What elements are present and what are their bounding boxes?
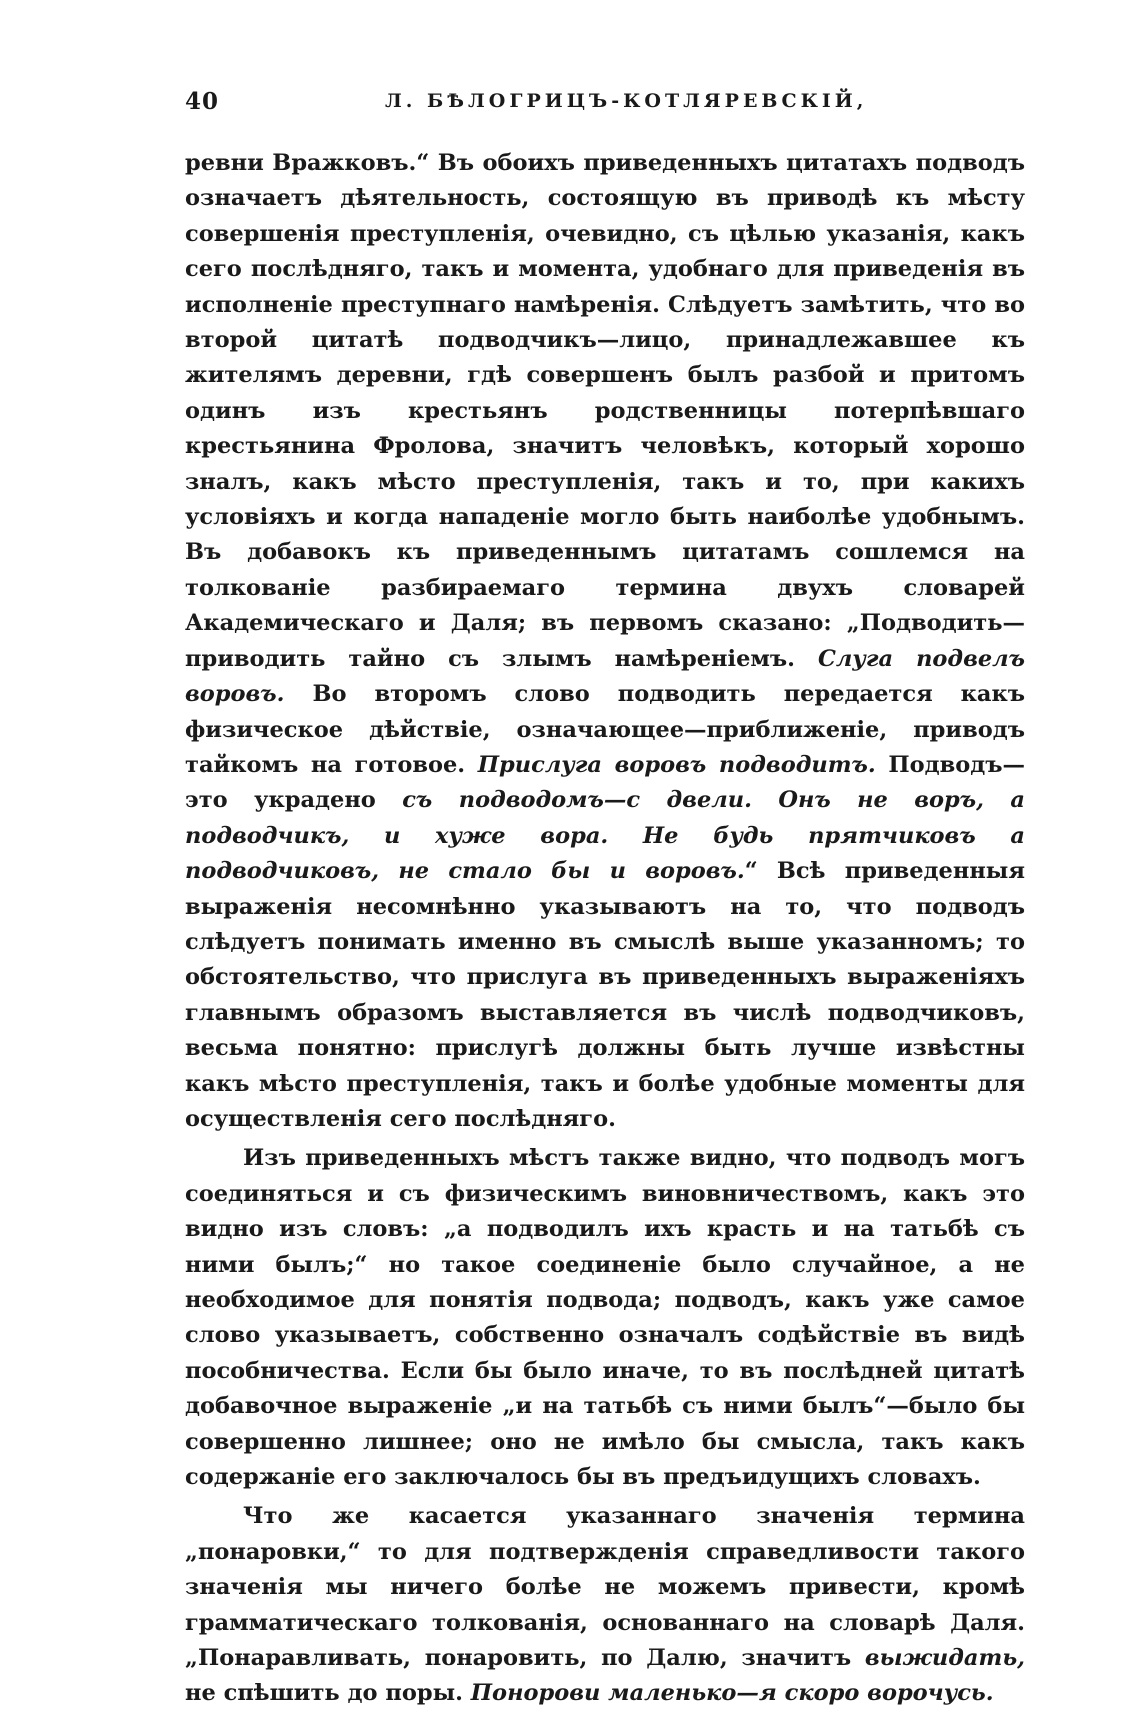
text-segment: ревни Вражковъ.“ Въ обоихъ приведенныхъ цитатахъ подводъ означаетъ дѣятельность, состоящую въ приводѣ къ мѣсту совершенія преступленія, очевидно, съ цѣлью указанія, какъ сего послѣдняго, такъ и момента, удобнаго для приведенія въ исполненіе преступнаго намѣренія. Слѣдуетъ замѣтить, что во второй цитатѣ подводчикъ—лицо, принадлежавшее къ жителямъ деревни, гдѣ совершенъ былъ разбой и притомъ одинъ изъ крестьянъ родственницы потерпѣвшаго крестьянина Фролова, значитъ человѣкъ, который хорошо зналъ, какъ мѣсто преступленія, такъ и то, при какихъ условіяхъ и когда нападеніе могло быть наиболѣе удобнымъ. Въ добавокъ къ приведеннымъ цитатамъ сошлемся на толкованіе разбираемаго термина двухъ словарей Академическаго и Даля; въ первомъ сказано: „Подводить—приводить тайно съ злымъ намѣреніемъ. bbox=[185, 150, 1025, 672]
running-head: Л. БѢЛОГРИЦЪ-КОТЛЯРЕВСКІЙ, bbox=[385, 90, 868, 112]
paragraph-2 bbox=[185, 1141, 1025, 1495]
italic-text-segment: Прислуга воровъ подводитъ. bbox=[477, 751, 876, 778]
text-segment bbox=[640, 787, 666, 813]
italic-text-segment: съ подводомъ—с bbox=[402, 787, 641, 814]
text-segment bbox=[976, 823, 1011, 849]
body-text bbox=[185, 146, 1025, 1712]
text-segment: Во второмъ слово подводить передается какъ физическое дѣйствіе, означающее—приближеніе, приводъ тайкомъ на готовое. bbox=[185, 681, 1025, 778]
italic-text-segment: Понорови маленько—я скоро ворочусь. bbox=[470, 1680, 994, 1707]
paragraph-1 bbox=[185, 146, 1025, 1137]
text-segment: “ Всѣ приведенныя выраженія несомнѣнно указываютъ на то, что подводъ слѣдуетъ понимать именно въ смыслѣ выше указанномъ; то обстоятельство, что прислуга въ приведенныхъ выраженіяхъ главнымъ образомъ выставляется въ числѣ подводчиковъ, весьма понятно: прислугѣ должны быть лучше извѣстны какъ мѣсто преступленія, такъ и болѣе удобные моменты для осуществленія сего послѣдняго. bbox=[185, 858, 1025, 1132]
text-segment: Подводъ—это украдено bbox=[185, 751, 1026, 814]
text-segment: Изъ приведенныхъ мѣстъ также видно, что подводъ могъ соединяться и съ физическимъ виновничествомъ, какъ это видно изъ словъ: „а подводилъ ихъ красть и на татьбѣ съ ними былъ;“ но такое соединеніе было случайное, а не необходимое для понятія подвода; подводъ, какъ уже самое слово указываетъ, собственно означалъ содѣйствіе въ видѣ пособничества. Если бы было иначе, то въ послѣдней цитатѣ добавочное выраженіе „и на татьбѣ съ ними былъ“—было бы совершенно лишнее; оно не имѣло бы смысла, такъ какъ содержаніе его заключалось бы въ предъидущихъ словахъ. bbox=[185, 1145, 1025, 1491]
page-header bbox=[185, 88, 1025, 128]
paragraph-3 bbox=[185, 1499, 1025, 1711]
text-segment: не спѣшить до поры. bbox=[185, 1680, 471, 1707]
italic-text-segment: двели. Онъ не воръ, а подводчикъ, и хуже вора. Не будь прятчиковъ bbox=[185, 787, 1025, 849]
text-segment: Что же касается указаннаго значенія термина „понаровки,“ то для подтвержденія справедливости такого значенія мы ничего болѣе не можемъ привести, кромѣ грамматическаго толкованія, основаннаго на словарѣ Даля. „Понаравливать, понаровить, по Далю, значитъ bbox=[185, 1503, 1025, 1672]
italic-text-segment: а подводчиковъ, не стало бы и воровъ. bbox=[185, 822, 1025, 885]
page-number: 40 bbox=[185, 88, 220, 115]
italic-text-segment: Слуга подвелъ воровъ. bbox=[185, 645, 1025, 708]
italic-text-segment: выжидать, bbox=[864, 1645, 1025, 1672]
